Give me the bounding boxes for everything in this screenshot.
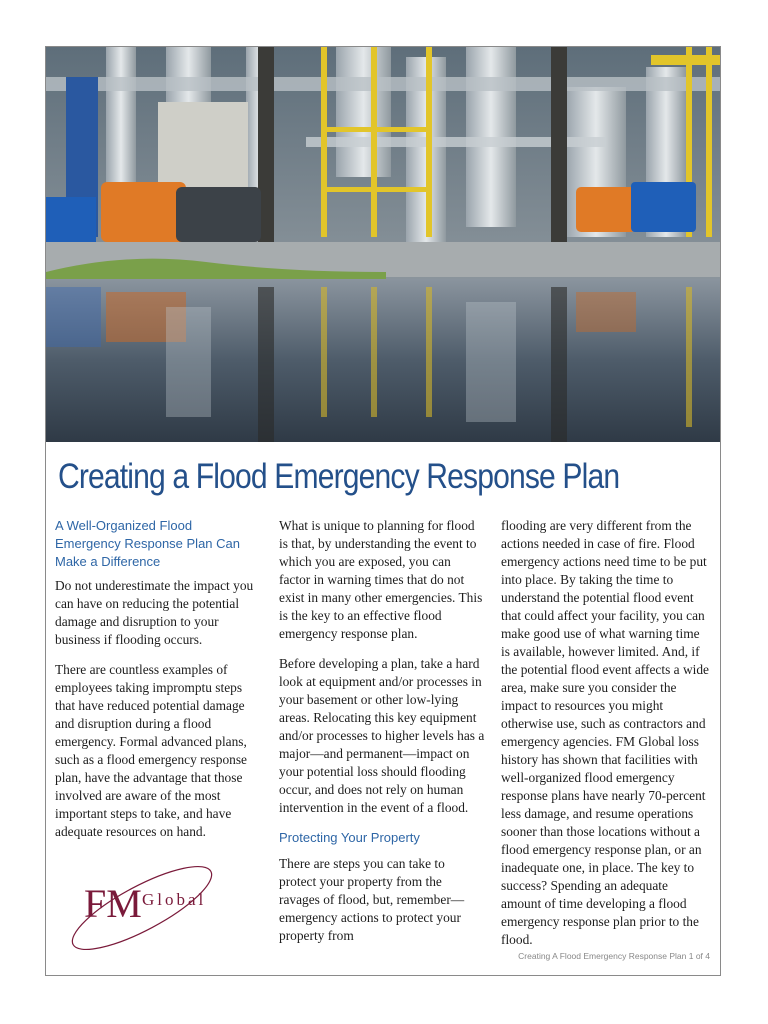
paragraph: What is unique to planning for flood is that, by understanding the event to which you are exposed, you can factor in warning times that do not exist in many other emergencies. This is the key to an effective flood emergency response plan. [279, 518, 483, 641]
paragraph: There are countless examples of employees taking impromptu steps that have reduced potential damage and disruption during a flood emergency. Formal advanced plans, such as a flood emergency response plan, have the advantage that those involved are aware of the most important steps to take, and have adequate resources on hand. [55, 662, 247, 839]
logo-fm-text: FM [84, 881, 142, 926]
paragraph: Do not underestimate the impact you can have on reducing the potential damage and disruption to your business if flooding occurs. [55, 578, 254, 647]
subheading-protecting-property: Protecting Your Property [279, 830, 420, 845]
subheading-well-organized: A Well-Organized Flood Emergency Response Plan Can Make a Difference [55, 518, 240, 569]
flooded-plant-image [46, 47, 720, 442]
paragraph: Before developing a plan, take a hard look at equipment and/or processes in your basement or other low-lying areas. Relocating this key equipment and/or processes to higher levels has a major—and permanent—impact on your potential loss should flooding occur, and does not rely on human intervention in the event of a flood. [279, 656, 485, 815]
hero-photo [46, 47, 720, 442]
page-title: Creating a Flood Emergency Response Plan [58, 457, 620, 496]
column-1 [55, 517, 261, 853]
page-footer: Creating A Flood Emergency Response Plan 1 of 4 [518, 951, 710, 961]
paragraph: There are steps you can take to protect your property from the ravages of flood, but, remember—emergency actions to protect your property from [279, 856, 465, 943]
logo-global-text: Global [142, 890, 207, 909]
page-frame [45, 46, 721, 976]
paragraph: flooding are very different from the actions needed in case of fire. Flood emergency actions need time to be put into place. By taking the time to understand the potential flood event that could affect your facility, you can make good use of what warning time is available, however limited. And, if the potential flood event affects a wide area, make sure you consider the impact to resources you might otherwise use, such as contractors and emergency agencies. FM Global loss history has shown that facilities with well-organized flood emergency response plans have nearly 70-percent less damage, and resume operations sooner than those locations without a flood emergency response plan, or an inadequate one, in place. The key to success? Spending an adequate amount of time developing a flood emergency response plan prior to the flood. [501, 518, 709, 947]
column-2 [279, 517, 485, 957]
column-3 [501, 517, 711, 961]
fm-global-logo-icon [60, 853, 240, 963]
fm-global-logo [60, 853, 240, 963]
